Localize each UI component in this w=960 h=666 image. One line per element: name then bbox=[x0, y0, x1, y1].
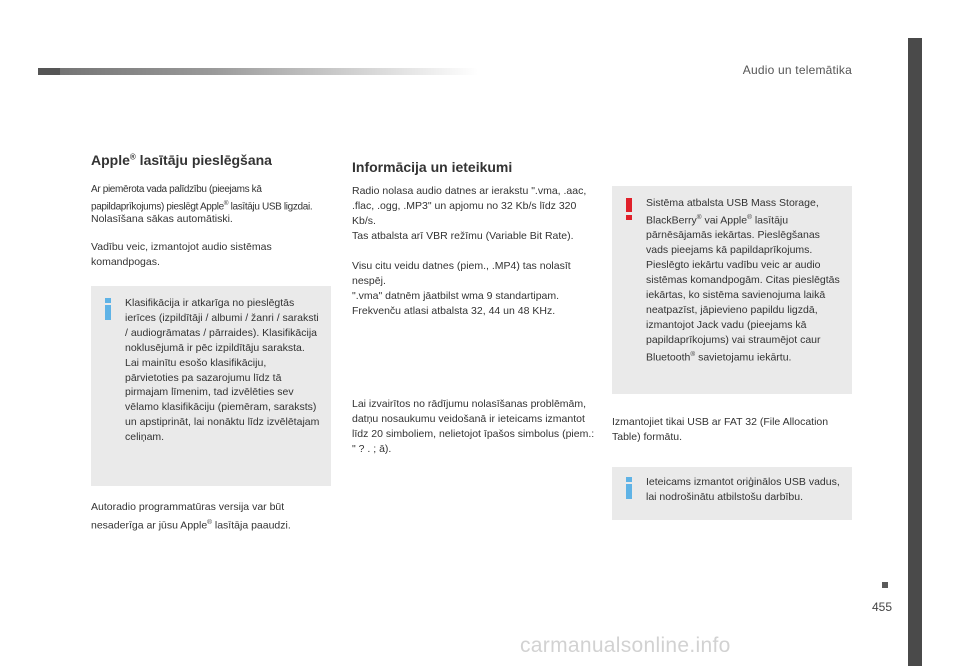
header-gradient-bar bbox=[38, 68, 478, 75]
wma-text: ".vma" datnēm jāatbilst wma 9 standartipam. bbox=[352, 290, 560, 302]
info-note-text: Ieteicams izmantot oriģinālos USB vadus, lai nodrošinātu atbilstošu darbību. bbox=[646, 476, 840, 503]
firmware-compat-text: Autoradio programmatūras versija var būt nesaderīga ar jūsu Apple® lasītāja paaudzi. bbox=[91, 501, 291, 532]
warning-note-usb bbox=[612, 186, 852, 394]
page-marker bbox=[882, 582, 888, 588]
frequency-text: Frekvenču atlasi atbalsta 32, 44 un 48 KHz. bbox=[352, 305, 556, 317]
page-number: 455 bbox=[872, 600, 893, 614]
info-icon bbox=[101, 298, 115, 320]
watermark: carmanualsonline.info bbox=[520, 634, 731, 657]
formats-text: Radio nolasa audio datnes ar ierakstu ".vma, .aac, .flac, .ogg, .MP3" un apjomu no 32 Kb/s līdz 320 Kb/s. bbox=[352, 185, 587, 227]
warning-icon bbox=[622, 198, 636, 220]
side-strip bbox=[908, 38, 922, 666]
filename-advice-text: Lai izvairītos no rādījumu nolasīšanas problēmām, datņu nosaukumu veidošanā ir ieteicams izmantot līdz 20 simboliem, nelietojot īpašos simbolus (piem.: " ? . ; ā). bbox=[352, 398, 595, 455]
warning-note-text: Sistēma atbalsta USB Mass Storage, BlackBerry® vai Apple® lasītāju pārnēsājamās iekārtas. Pieslēgšanas vads pieejams kā papildaprīkojums. Pieslēgto iekārtu vadību veic ar audio sistēmas komandpogām. Citas pieslēgtās iekārtas, ko sistēma savienojuma laikā neatpazīst, jāpievieno papildu ligzdā, izmantojot Jack vadu (pieejams kā papildaprīkojums) vai straumējot caur Bluetooth® savietojamu iekārtu. bbox=[646, 197, 840, 364]
info-note-text: Klasifikācija ir atkarīga no pieslēgtās ierīces (izpildītāji / albumi / žanri / saraksti / audiogrāmatas / pārraides). Klasifikācija noklusējumā ir pēc izpildītāju saraksta. Lai mainītu esošo klasifikāciju, pārvietoties pa sazarojumu līdz tā pirmajam līmenim, tad izvēlēties sev vēlamo klasifikāciju (piemēram, saraksts) un apstiprināt, lai nonāktu līdz izvēlētajam celiņam. bbox=[125, 297, 320, 444]
left-column-title: Apple® lasītāju pieslēgšana bbox=[91, 152, 272, 168]
vbr-text: Tas atbalsta arī VBR režīmu (Variable Bit Rate). bbox=[352, 230, 574, 242]
middle-column-title: Informācija un ieteikumi bbox=[352, 159, 513, 175]
autoplay-text: Nolasīšana sākas automātiski. bbox=[91, 213, 233, 225]
section-title: Audio un telemātika bbox=[742, 63, 852, 77]
info-icon bbox=[622, 477, 636, 499]
controls-text: Vadību veic, izmantojot audio sistēmas komandpogas. bbox=[91, 241, 272, 268]
info-note-classification bbox=[91, 286, 331, 486]
unsupported-text: Visu citu veidu datnes (piem., .MP4) tas nolasīt nespēj. bbox=[352, 260, 571, 287]
fat32-text: Izmantojiet tikai USB ar FAT 32 (File Allocation Table) formātu. bbox=[612, 416, 829, 443]
connect-instruction: Ar piemērota vada palīdzību (pieejams kā papildaprīkojums) pieslēgt Apple® lasītāju USB ligzdai. bbox=[91, 184, 313, 213]
info-note-cables bbox=[612, 467, 852, 520]
